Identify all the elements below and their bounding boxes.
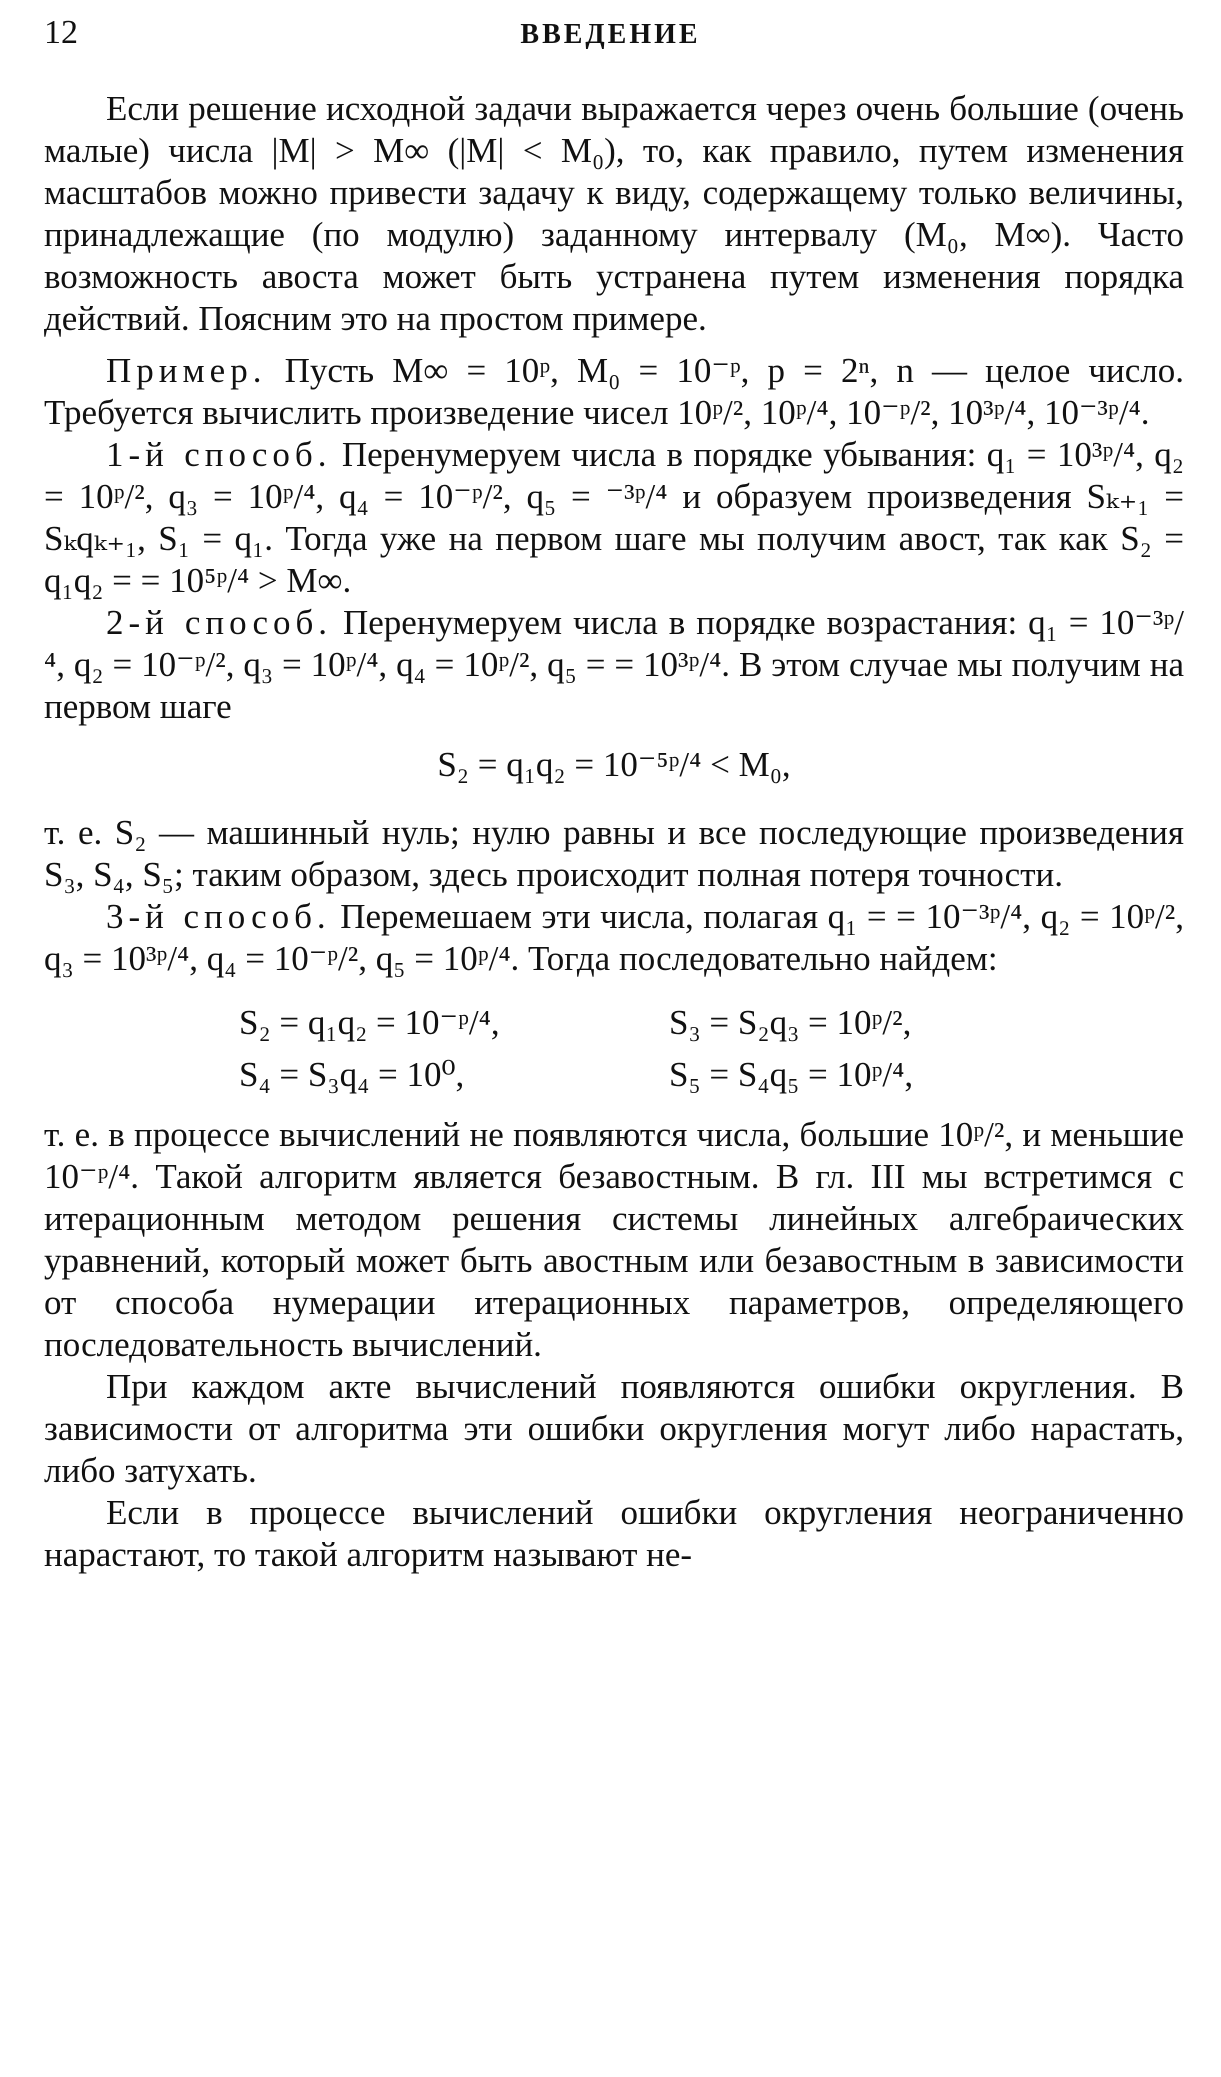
paragraph-method-3 — [44, 896, 1184, 980]
formula-s2-mixed: S₂ = q₁q₂ = 10⁻ᵖ/⁴, — [239, 1003, 500, 1042]
method-2-heading: 2-й способ. — [106, 603, 333, 642]
page-number: 12 — [44, 14, 78, 51]
body-text — [44, 88, 1184, 1576]
example-text: Пусть M∞ = 10ᵖ, M₀ = 10⁻ᵖ, p = 2ⁿ, n — целое число. Требуется вычислить произведение чисел 10ᵖ/², 10ᵖ/⁴, 10⁻ᵖ/², 10³ᵖ/⁴, 10⁻³ᵖ/⁴. — [44, 351, 1185, 432]
formula-s3: S₃ = S₂q₃ = 10ᵖ/², — [669, 1003, 912, 1042]
method-1-heading: 1-й способ. — [106, 435, 332, 474]
paragraph-intro: Если решение исходной задачи выражается через очень большие (очень малые) числа |M| > M∞ (|M| < M₀), то, как правило, путем изменения масштабов можно привести задачу к виду, содержащему только величины, принадлежащие (по модулю) заданному интервалу (M₀, M∞). Часто возможность авоста может быть устранена путем изменения порядка действий. Поясним это на простом примере. — [44, 89, 1184, 338]
paragraph-example — [44, 350, 1184, 434]
formula-s2: S₂ = q₁q₂ = 10⁻⁵ᵖ/⁴ < M₀, — [437, 745, 791, 784]
example-heading: Пример. — [106, 351, 267, 390]
formula-s4: S₄ = S₃q₄ = 10⁰, — [239, 1055, 465, 1094]
formula-row — [44, 1054, 1184, 1106]
method-3-text: Перемешаем эти числа, полагая q₁ = = 10⁻³ᵖ/⁴, q₂ = 10ᵖ/², q₃ = 10³ᵖ/⁴, q₄ = 10⁻ᵖ/², q₅ = 10ᵖ/⁴. Тогда последовательно найдем: — [44, 897, 1184, 978]
formula-s5: S₅ = S₄q₅ = 10ᵖ/⁴, — [669, 1055, 914, 1094]
method-2-text: Перенумеруем числа в порядке возрастания: q₁ = 10⁻³ᵖ/⁴, q₂ = 10⁻ᵖ/², q₃ = 10ᵖ/⁴, q₄ = 10ᵖ/², q₅ = = 10³ᵖ/⁴. В этом случае мы получим на первом шаге — [44, 603, 1184, 726]
running-head: ВВЕДЕНИЕ — [520, 19, 701, 50]
paragraph-rounding: При каждом акте вычислений появляются ошибки округления. В зависимости от алгоритма эти ошибки округления могут либо нарастать, либо затухать. — [44, 1367, 1184, 1490]
paragraph-machine-zero: т. е. S₂ — машинный нуль; нулю равны и все последующие произведения S₃, S₄, S₅; таким образом, здесь происходит полная потеря точности. — [44, 813, 1184, 894]
paragraph-conclusion: т. е. в процессе вычислений не появляются числа, большие 10ᵖ/², и меньшие 10⁻ᵖ/⁴. Такой алгоритм является безавостным. В гл. III мы встретимся с итерационным методом решения системы линейных алгебраических уравнений, который может быть авостным или безавостным в зависимости от способа нумерации итерационных параметров, определяющего последовательность вычислений. — [44, 1115, 1184, 1364]
formula-row — [44, 1002, 1184, 1054]
paragraph-method-2 — [44, 602, 1184, 728]
page-header — [0, 12, 1221, 52]
method-3-heading: 3-й способ. — [106, 897, 331, 936]
method-1-text: Перенумеруем числа в порядке убывания: q₁ = 10³ᵖ/⁴, q₂ = 10ᵖ/², q₃ = 10ᵖ/⁴, q₄ = 10⁻ᵖ/², q₅ = ⁻³ᵖ/⁴ и образуем произведения Sₖ₊₁ = Sₖqₖ₊₁, S₁ = q₁. Тогда уже на первом шаге мы получим авост, так как S₂ = q₁q₂ = = 10⁵ᵖ/⁴ > M∞. — [44, 435, 1184, 600]
formula-block — [44, 1002, 1184, 1106]
paragraph-method-1 — [44, 434, 1184, 602]
paragraph-unstable: Если в процессе вычислений ошибки округления неограниченно нарастают, то такой алгоритм называют не- — [44, 1493, 1184, 1574]
